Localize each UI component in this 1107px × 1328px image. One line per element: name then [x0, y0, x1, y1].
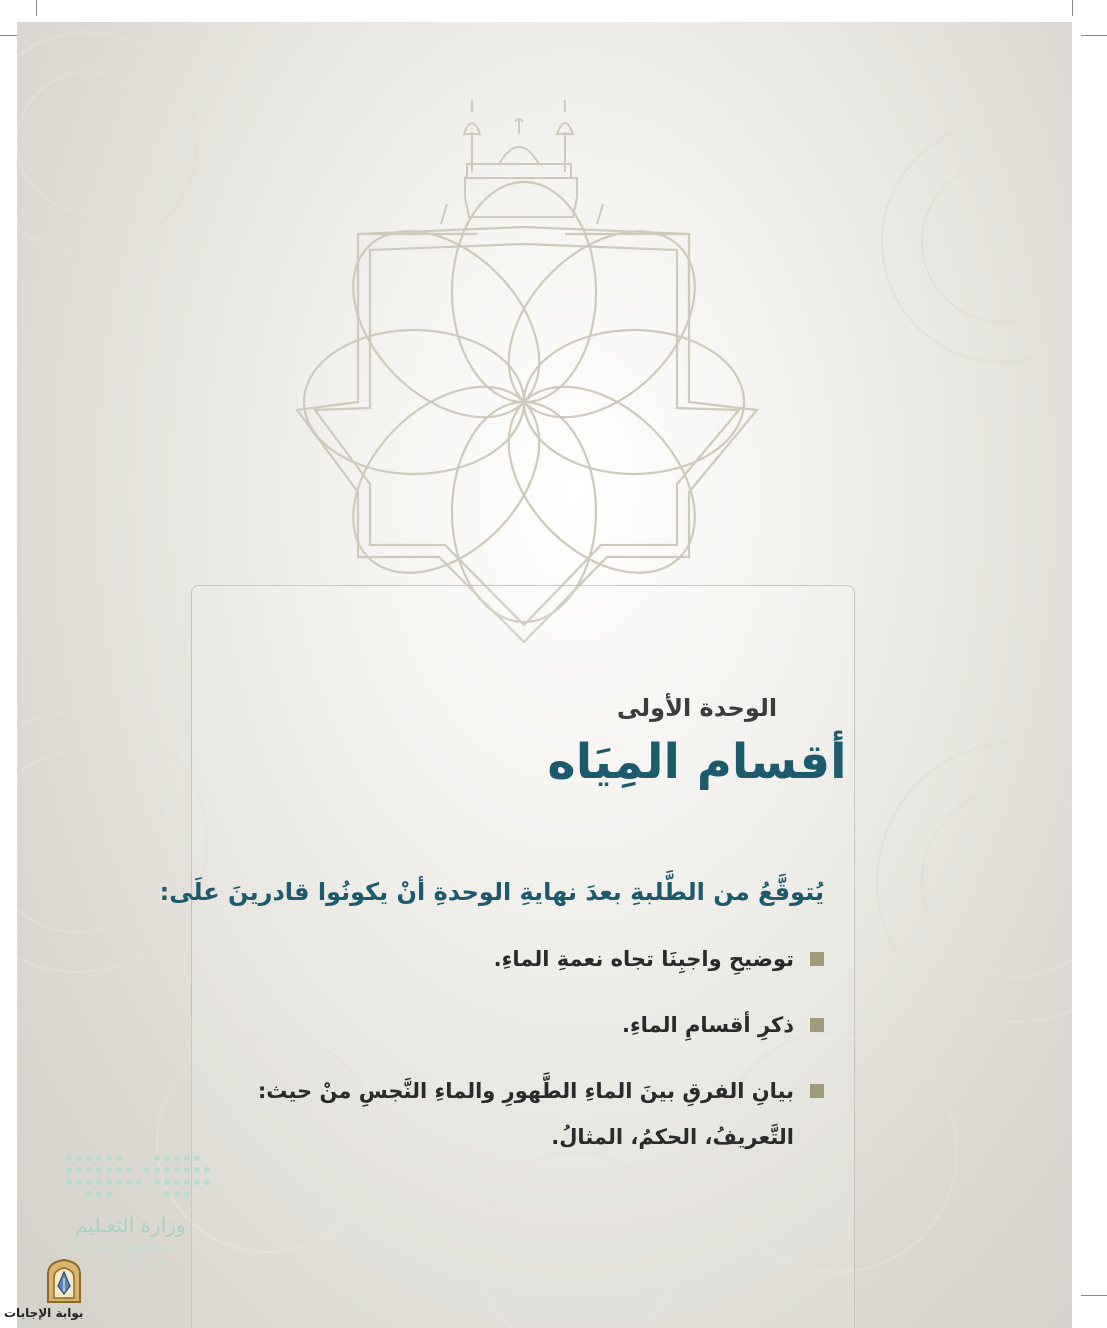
square-bullet-icon — [810, 1084, 824, 1098]
pen-nib-shield-icon — [44, 1258, 84, 1306]
textbook-page — [17, 22, 1072, 1328]
trim-mark-top-right — [1081, 35, 1107, 36]
ministry-year: 2022 - 1444 — [115, 1258, 169, 1269]
objective-text: ذكرِ أقسامِ الماءِ. — [621, 1013, 794, 1037]
unit-number-label: الوحدة الأولى — [616, 694, 778, 722]
ministry-name-english: Ministry of Education — [75, 1242, 178, 1254]
list-item — [212, 936, 824, 982]
list-item — [212, 1002, 824, 1048]
eight-point-rosette-ornament — [297, 182, 757, 642]
trim-mark-bottom-right — [1081, 1295, 1107, 1296]
unit-content-box — [159, 585, 855, 1328]
trim-mark-top-right-v — [1072, 0, 1073, 16]
list-item — [212, 1068, 824, 1160]
unit-title: أقسام المِيَاه — [547, 734, 847, 790]
mosque-silhouette-icon — [441, 100, 603, 224]
answers-portal-label: بوابة الإجابات — [4, 1306, 84, 1320]
objective-text: توضيحِ واجبِنَا تجاه نعمةِ الماءِ. — [493, 947, 794, 971]
learning-objectives-intro: يُتوقَّعُ من الطَّلبةِ بعدَ نهايةِ الوحدةِ أنْ يكونُوا قادرينَ علَى: — [159, 878, 824, 906]
ministry-dots-logo-icon — [57, 1150, 217, 1210]
trim-mark-top-left-v — [36, 0, 37, 16]
answers-portal-watermark — [0, 1252, 120, 1328]
ministry-name-arabic: وزارة التعـليم — [75, 1213, 186, 1237]
square-bullet-icon — [810, 952, 824, 966]
learning-objectives-list — [192, 936, 854, 1180]
objective-text: بيانِ الفرقِ بينَ الماءِ الطَّهورِ والماءِ النَّجسِ منْ حيث: التَّعريفُ، الحكمُ، المثالُ. — [257, 1079, 794, 1149]
square-bullet-icon — [810, 1018, 824, 1032]
